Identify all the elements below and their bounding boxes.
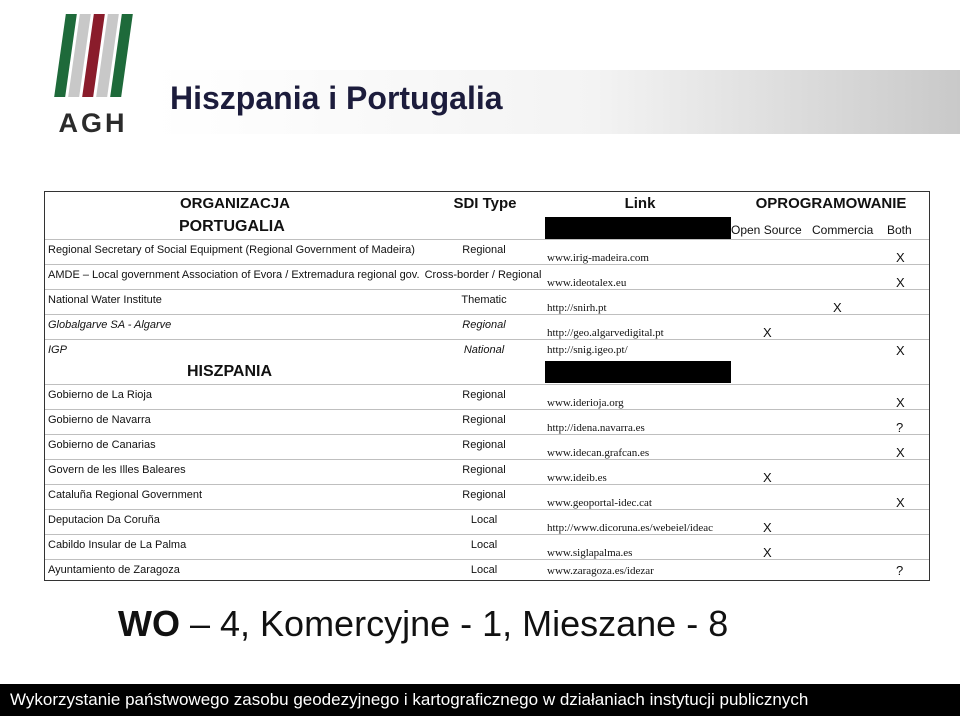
cell-sdi-type: Thematic (461, 294, 507, 306)
subheader-commercial: Commercia (812, 223, 874, 237)
software-mark-both: X (896, 445, 905, 460)
cell-organization: AMDE – Local government Association of Evora / Extremadura regional gov. (48, 269, 420, 281)
cell-organization: Ayuntamiento de Zaragoza (48, 564, 180, 576)
table-row (45, 459, 930, 484)
cell-link[interactable]: www.iderioja.org (547, 397, 624, 409)
cell-link[interactable]: http://snig.igeo.pt/ (547, 344, 628, 356)
cell-link[interactable]: http://idena.navarra.es (547, 422, 645, 434)
cell-organization: Globalgarve SA - Algarve (48, 319, 172, 331)
cell-link[interactable]: www.geoportal-idec.cat (547, 497, 652, 509)
cell-sdi-type: Regional (462, 244, 506, 256)
table-row (45, 409, 930, 434)
cell-organization: Regional Secretary of Social Equipment (Regional Government of Madeira) (48, 244, 415, 256)
software-mark-both: X (896, 395, 905, 410)
cell-sdi-type: Local (470, 564, 498, 576)
table-row (45, 264, 930, 289)
software-mark-open-source: X (763, 545, 772, 560)
cell-link[interactable]: www.zaragoza.es/idezar (547, 565, 654, 577)
section-bar-portugal (545, 217, 731, 239)
table-row (45, 339, 930, 364)
cell-link[interactable]: www.ideotalex.eu (547, 277, 627, 289)
cell-sdi-type: Regional (462, 439, 506, 451)
cell-organization: Cataluña Regional Government (48, 489, 203, 501)
software-mark-open-source: X (763, 470, 772, 485)
summary-wo-label: WO (118, 603, 180, 644)
table-row (45, 434, 930, 459)
summary-line (118, 603, 728, 645)
cell-link[interactable]: http://www.dicoruna.es/webeiel/ideac (547, 522, 714, 534)
cell-sdi-type: Regional (462, 414, 506, 426)
table-row (45, 239, 930, 264)
table-row (45, 559, 930, 581)
cell-link[interactable]: www.siglapalma.es (547, 547, 633, 559)
software-mark-both: X (896, 495, 905, 510)
table-row (45, 484, 930, 509)
cell-sdi-type: Regional (462, 389, 506, 401)
cell-sdi-type: Regional (462, 489, 506, 501)
header-link: Link (624, 195, 656, 212)
table-row (45, 314, 930, 339)
table-row (45, 534, 930, 559)
cell-link[interactable]: http://snirh.pt (547, 302, 607, 314)
header-oprogramowanie: OPROGRAMOWANIE (755, 195, 907, 212)
cell-sdi-type: Cross-border / Regional (424, 269, 542, 281)
subheader-open-source: Open Source (731, 223, 802, 237)
cell-link[interactable]: www.idecan.grafcan.es (547, 447, 650, 459)
footer-bar (0, 684, 960, 716)
cell-sdi-type: Local (470, 514, 498, 526)
cell-link[interactable]: http://geo.algarvedigital.pt (547, 327, 664, 339)
software-mark-open-source: X (763, 520, 772, 535)
software-mark-both: X (896, 343, 905, 358)
cell-sdi-type: Regional (462, 464, 506, 476)
cell-sdi-type: Regional (462, 319, 506, 331)
header-sdi-type: SDI Type (453, 195, 517, 212)
footer-text: Wykorzystanie państwowego zasobu geodezyjnego i kartograficznego w działaniach instytucji publicznych (10, 690, 809, 709)
table-row (45, 384, 930, 409)
subheader-both: Both (887, 223, 912, 237)
table-row (45, 509, 930, 534)
cell-sdi-type: National (463, 344, 505, 356)
cell-organization: Gobierno de La Rioja (48, 389, 152, 401)
software-mark-open-source: X (763, 325, 772, 340)
logo-text: AGH (58, 108, 128, 138)
header-organizacja: ORGANIZACJA (179, 195, 290, 212)
section-title-portugal: PORTUGALIA (179, 218, 285, 235)
table-row (45, 289, 930, 314)
agh-logo (52, 14, 134, 138)
software-mark-both: ? (896, 420, 904, 435)
cell-link[interactable]: www.irig-madeira.com (547, 252, 649, 264)
cell-organization: Govern de les Illes Baleares (48, 464, 186, 476)
software-mark-both: X (896, 250, 905, 265)
section-bar-spain (545, 361, 731, 383)
page-title: Hiszpania i Portugalia (170, 80, 503, 116)
software-mark-both: ? (896, 563, 904, 578)
cell-organization: IGP (48, 344, 67, 356)
cell-organization: Gobierno de Navarra (48, 414, 151, 426)
software-mark-both: X (896, 275, 905, 290)
software-mark-commercial: X (833, 300, 842, 315)
cell-organization: National Water Institute (48, 294, 162, 306)
cell-organization: Deputacion Da Coruña (48, 514, 160, 526)
summary-counts: – 4, Komercyjne - 1, Mieszane - 8 (179, 603, 729, 644)
section-title-spain: HISZPANIA (187, 363, 273, 380)
cell-link[interactable]: www.ideib.es (547, 472, 607, 484)
sdi-table (44, 191, 930, 581)
cell-sdi-type: Local (470, 539, 498, 551)
cell-organization: Gobierno de Canarias (48, 439, 156, 451)
cell-organization: Cabildo Insular de La Palma (48, 539, 187, 551)
